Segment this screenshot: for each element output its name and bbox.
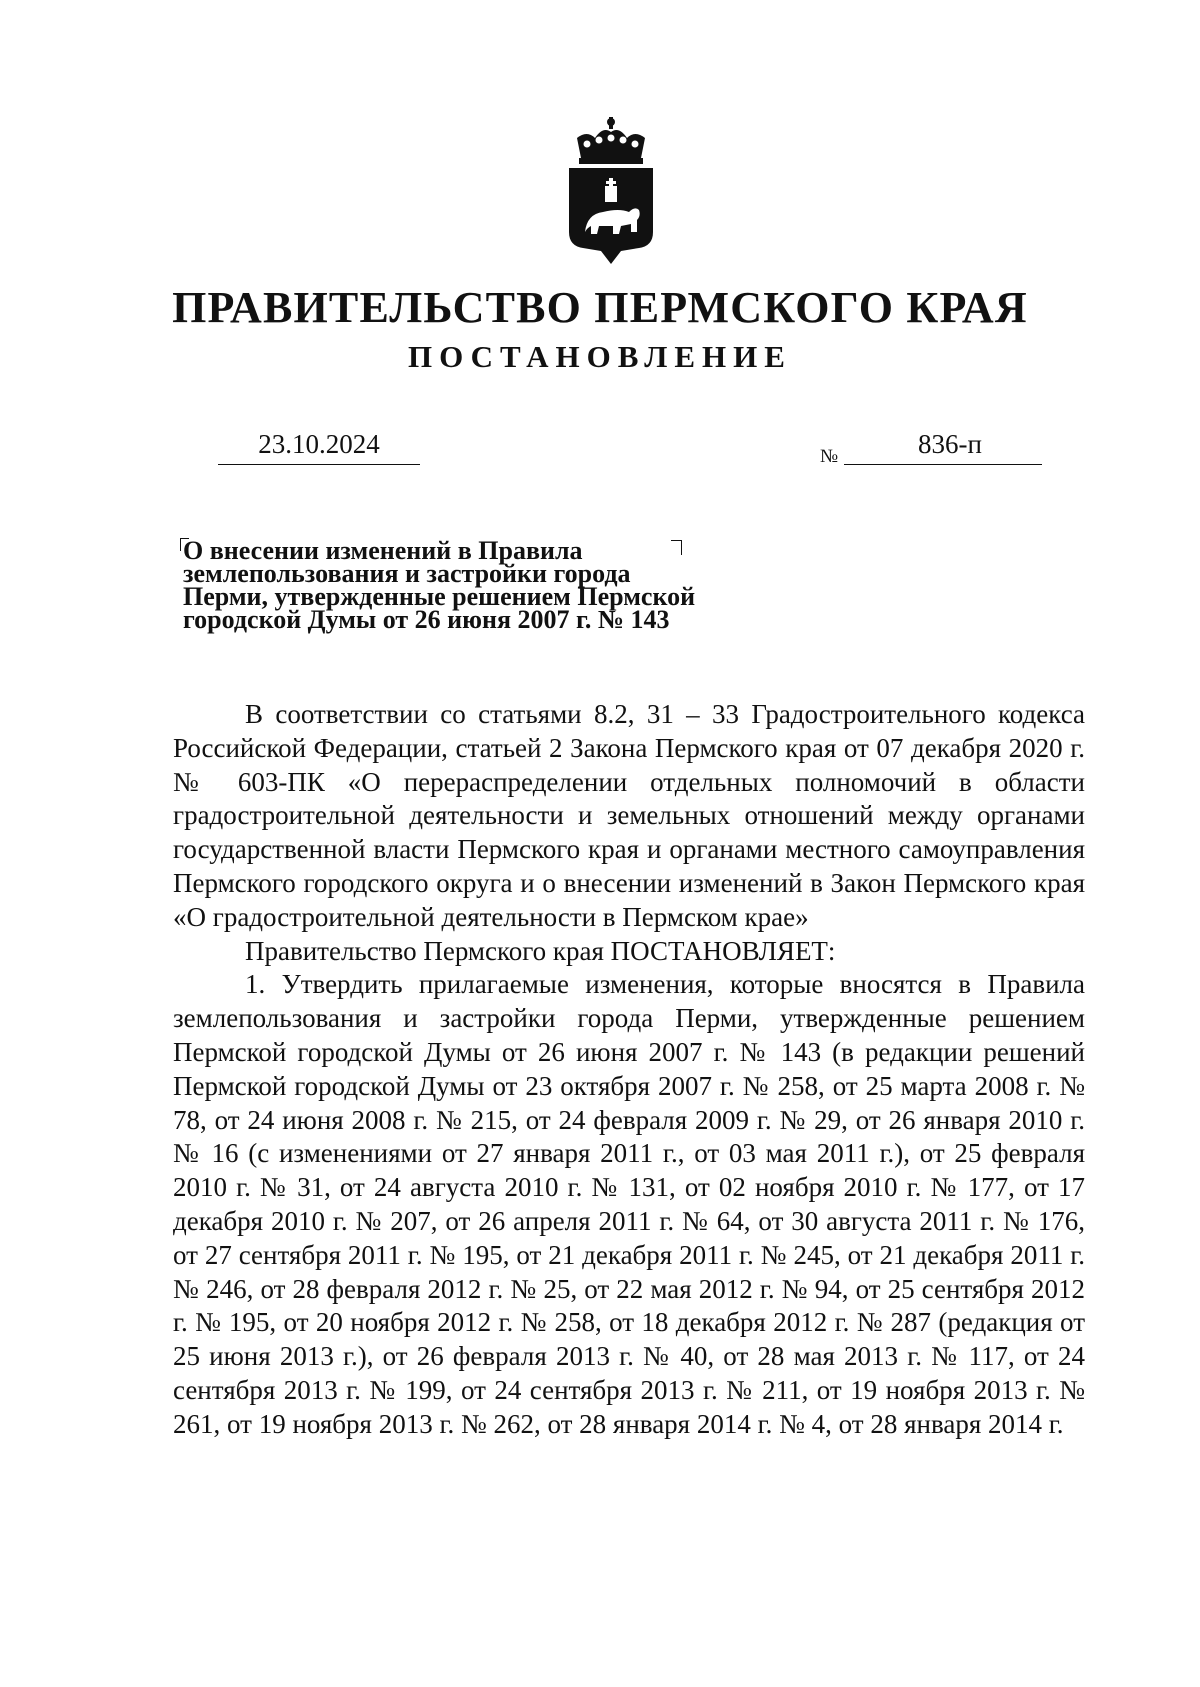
perm-krai-coat-of-arms-icon — [565, 114, 657, 266]
document-type-heading: ПОСТАНОВЛЕНИЕ — [408, 339, 792, 374]
subject-line: землепользования и застройки города — [183, 559, 631, 588]
document-body — [173, 698, 1085, 1442]
number-underline — [844, 464, 1042, 465]
document-date: 23.10.2024 — [258, 429, 380, 459]
organization-title: ПРАВИТЕЛЬСТВО ПЕРМСКОГО КРАЯ — [172, 283, 1028, 332]
date-underline — [218, 464, 420, 465]
subject-line: О внесении изменений в Правила — [183, 536, 583, 565]
item-1-paragraph: 1. Утвердить прилагаемые изменения, которые вносятся в Правила землепользования и застройки города Перми, утвержденные решением Пермской городской Думы от 26 июня 2007 г. № 143 (в редакции решений Пермской городской Думы от 23 октября 2007 г. № 258, от 25 марта 2008 г. № 78, от 24 июня 2008 г. № 215, от 24 февраля 2009 г. № 29, от 26 января 2010 г. № 16 (с изменениями от 27 января 2011 г., от 03 мая 2011 г.), от 25 февраля 2010 г. № 31, от 24 августа 2010 г. № 131, от 02 ноября 2010 г. № 177, от 17 декабря 2010 г. № 207, от 26 апреля 2011 г. № 64, от 30 августа 2011 г. № 176, от 27 сентября 2011 г. № 195, от 21 декабря 2011 г. № 245, от 21 декабря 2011 г. № 246, от 28 февраля 2012 г. № 25, от 22 мая 2012 г. № 94, от 25 сентября 2012 г. № 195, от 20 ноября 2012 г. № 258, от 18 декабря 2012 г. № 287 (редакция от 25 июня 2013 г.), от 26 февраля 2013 г. № 40, от 28 мая 2013 г. № 117, от 24 сентября 2013 г. № 199, от 24 сентября 2013 г. № 211, от 19 ноября 2013 г. № 261, от 19 ноября 2013 г. № 262, от 28 января 2014 г. № 4, от 28 января 2014 г. — [173, 969, 1085, 1439]
subject-line: Перми, утвержденные решением Пермской — [183, 582, 696, 611]
document-subject — [183, 536, 743, 634]
document-number: 836-п — [918, 429, 982, 459]
subject-line: городской Думы от 26 июня 2007 г. № 143 — [183, 605, 670, 634]
preamble-paragraph: В соответствии со статьями 8.2, 31 – 33 Градостроительного кодекса Российской Федерации, статьей 2 Закона Пермского края от 07 декабря 2020 г. № 603-ПК «О перераспределении отдельных полномочий в области градостроительной деятельности и земельных отношений между органами государственной власти Пермского края и органами местного самоуправления Пермского городского округа и о внесении изменений в Закон Пермского края «О градостроительной деятельности в Пермском крае» — [173, 699, 1085, 932]
number-sign: № — [820, 446, 839, 467]
resolves-paragraph: Правительство Пермского края ПОСТАНОВЛЯЕТ: — [245, 935, 836, 966]
